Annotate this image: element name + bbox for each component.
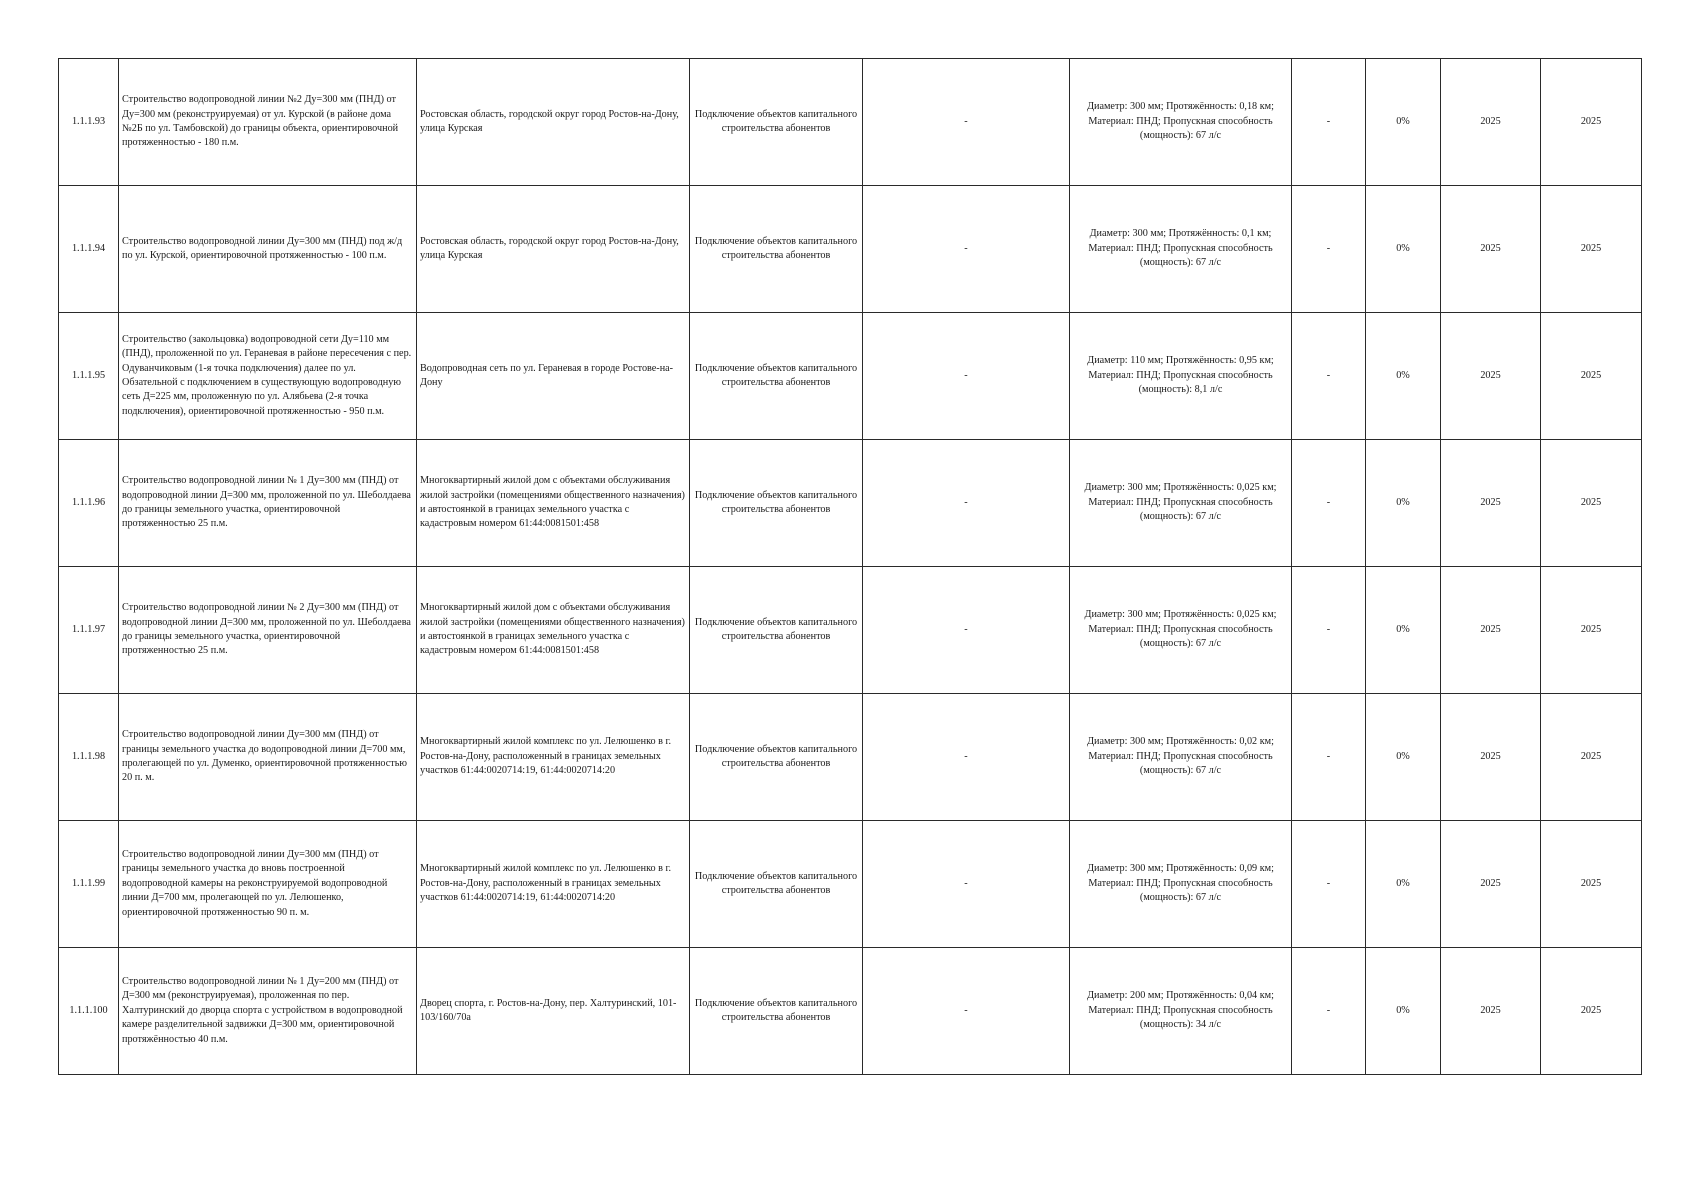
row-number: 1.1.1.95 [59, 313, 119, 440]
empty-value-cell: - [863, 948, 1070, 1075]
start-year: 2025 [1441, 313, 1541, 440]
row-number: 1.1.1.94 [59, 186, 119, 313]
project-name: Строительство водопроводной линии № 1 Ду=300 мм (ПНД) от водопроводной линии Д=300 мм, проложенной по ул. Шеболдаева до границы земельного участка, ориентировочной протяженностью 25 п.м. [119, 440, 417, 567]
start-year: 2025 [1441, 948, 1541, 1075]
empty-value-cell: - [1292, 313, 1366, 440]
end-year: 2025 [1541, 440, 1642, 567]
technical-parameters: Диаметр: 300 мм; Протяжённость: 0,025 км; Материал: ПНД; Пропускная способность (мощность): 67 л/с [1070, 567, 1292, 694]
empty-value-cell: - [1292, 186, 1366, 313]
start-year: 2025 [1441, 59, 1541, 186]
empty-value-cell: - [863, 440, 1070, 567]
empty-value-cell: - [1292, 567, 1366, 694]
row-number: 1.1.1.96 [59, 440, 119, 567]
project-purpose: Подключение объектов капитального строительства абонентов [690, 313, 863, 440]
table-row [59, 440, 1642, 567]
table-row [59, 694, 1642, 821]
empty-value-cell: - [863, 313, 1070, 440]
end-year: 2025 [1541, 313, 1642, 440]
empty-value-cell: - [1292, 59, 1366, 186]
project-name: Строительство водопроводной линии Ду=300 мм (ПНД) от границы земельного участка до водопроводной линии Д=700 мм, пролегающей по ул. Думенко, ориентировочной протяженностью 20 п. м. [119, 694, 417, 821]
empty-value-cell: - [863, 59, 1070, 186]
start-year: 2025 [1441, 567, 1541, 694]
technical-parameters: Диаметр: 110 мм; Протяжённость: 0,95 км; Материал: ПНД; Пропускная способность (мощность): 8,1 л/с [1070, 313, 1292, 440]
start-year: 2025 [1441, 694, 1541, 821]
start-year: 2025 [1441, 821, 1541, 948]
row-number: 1.1.1.100 [59, 948, 119, 1075]
technical-parameters: Диаметр: 300 мм; Протяжённость: 0,025 км; Материал: ПНД; Пропускная способность (мощность): 67 л/с [1070, 440, 1292, 567]
document-page [58, 58, 1641, 1075]
percent-value: 0% [1366, 694, 1441, 821]
end-year: 2025 [1541, 821, 1642, 948]
table-row [59, 567, 1642, 694]
end-year: 2025 [1541, 948, 1642, 1075]
table-body [59, 59, 1642, 1075]
percent-value: 0% [1366, 567, 1441, 694]
end-year: 2025 [1541, 694, 1642, 821]
project-name: Строительство водопроводной линии № 2 Ду=300 мм (ПНД) от водопроводной линии Д=300 мм, проложенной по ул. Шеболдаева до границы земельного участка, ориентировочной протяженностью 25 п.м. [119, 567, 417, 694]
percent-value: 0% [1366, 440, 1441, 567]
empty-value-cell: - [863, 694, 1070, 821]
empty-value-cell: - [1292, 440, 1366, 567]
project-location: Ростовская область, городской округ город Ростов-на-Дону, улица Курская [417, 59, 690, 186]
empty-value-cell: - [1292, 821, 1366, 948]
start-year: 2025 [1441, 440, 1541, 567]
project-location: Многоквартирный жилой дом с объектами обслуживания жилой застройки (помещениями общественного назначения) и автостоянкой в границах земельного участка с кадастровым номером 61:44:0081501:458 [417, 440, 690, 567]
project-name: Строительство водопроводной линии № 1 Ду=200 мм (ПНД) от Д=300 мм (реконструируемая), проложенная по пер. Халтуринский до дворца спорта с устройством в водопроводной камере разделительной задвижки Д=300 мм, ориентировочной протяжённостью 40 п.м. [119, 948, 417, 1075]
start-year: 2025 [1441, 186, 1541, 313]
percent-value: 0% [1366, 821, 1441, 948]
percent-value: 0% [1366, 186, 1441, 313]
project-location: Многоквартирный жилой комплекс по ул. Лелюшенко в г. Ростов-на-Дону, расположенный в границах земельных участков 61:44:0020714:19, 61:44:0020714:20 [417, 694, 690, 821]
technical-parameters: Диаметр: 300 мм; Протяжённость: 0,02 км; Материал: ПНД; Пропускная способность (мощность): 67 л/с [1070, 694, 1292, 821]
project-name: Строительство водопроводной линии №2 Ду=300 мм (ПНД) от Ду=300 мм (реконструируемая) от ул. Курской (в районе дома №2Б по ул. Тамбовской) до границы объекта, ориентировочной протяженностью - 180 п.м. [119, 59, 417, 186]
empty-value-cell: - [1292, 948, 1366, 1075]
table-row [59, 186, 1642, 313]
project-location: Многоквартирный жилой комплекс по ул. Лелюшенко в г. Ростов-на-Дону, расположенный в границах земельных участков 61:44:0020714:19, 61:44:0020714:20 [417, 821, 690, 948]
project-location: Многоквартирный жилой дом с объектами обслуживания жилой застройки (помещениями общественного назначения) и автостоянкой в границах земельного участка с кадастровым номером 61:44:0081501:458 [417, 567, 690, 694]
project-name: Строительство водопроводной линии Ду=300 мм (ПНД) от границы земельного участка до вновь построенной водопроводной камеры на реконструируемой водопроводной линии Д=700 мм, пролегающей по ул. Лелюшенко, ориентировочной протяженностью 90 п. м. [119, 821, 417, 948]
row-number: 1.1.1.98 [59, 694, 119, 821]
end-year: 2025 [1541, 186, 1642, 313]
end-year: 2025 [1541, 59, 1642, 186]
row-number: 1.1.1.99 [59, 821, 119, 948]
technical-parameters: Диаметр: 300 мм; Протяжённость: 0,09 км; Материал: ПНД; Пропускная способность (мощность): 67 л/с [1070, 821, 1292, 948]
percent-value: 0% [1366, 948, 1441, 1075]
project-location: Ростовская область, городской округ город Ростов-на-Дону, улица Курская [417, 186, 690, 313]
investment-program-table [58, 58, 1642, 1075]
end-year: 2025 [1541, 567, 1642, 694]
empty-value-cell: - [863, 567, 1070, 694]
project-purpose: Подключение объектов капитального строительства абонентов [690, 186, 863, 313]
project-purpose: Подключение объектов капитального строительства абонентов [690, 948, 863, 1075]
technical-parameters: Диаметр: 200 мм; Протяжённость: 0,04 км; Материал: ПНД; Пропускная способность (мощность): 34 л/с [1070, 948, 1292, 1075]
table-row [59, 313, 1642, 440]
project-purpose: Подключение объектов капитального строительства абонентов [690, 821, 863, 948]
empty-value-cell: - [1292, 694, 1366, 821]
percent-value: 0% [1366, 59, 1441, 186]
table-row [59, 821, 1642, 948]
project-name: Строительство водопроводной линии Ду=300 мм (ПНД) под ж/д по ул. Курской, ориентировочной протяженностью - 100 п.м. [119, 186, 417, 313]
technical-parameters: Диаметр: 300 мм; Протяжённость: 0,1 км; Материал: ПНД; Пропускная способность (мощность): 67 л/с [1070, 186, 1292, 313]
project-purpose: Подключение объектов капитального строительства абонентов [690, 440, 863, 567]
percent-value: 0% [1366, 313, 1441, 440]
project-purpose: Подключение объектов капитального строительства абонентов [690, 59, 863, 186]
table-row [59, 948, 1642, 1075]
table-row [59, 59, 1642, 186]
row-number: 1.1.1.97 [59, 567, 119, 694]
project-purpose: Подключение объектов капитального строительства абонентов [690, 694, 863, 821]
project-location: Дворец спорта, г. Ростов-на-Дону, пер. Халтуринский, 101-103/160/70а [417, 948, 690, 1075]
empty-value-cell: - [863, 821, 1070, 948]
technical-parameters: Диаметр: 300 мм; Протяжённость: 0,18 км; Материал: ПНД; Пропускная способность (мощность): 67 л/с [1070, 59, 1292, 186]
project-purpose: Подключение объектов капитального строительства абонентов [690, 567, 863, 694]
project-location: Водопроводная сеть по ул. Гераневая в городе Ростове-на-Дону [417, 313, 690, 440]
project-name: Строительство (закольцовка) водопроводной сети Ду=110 мм (ПНД), проложенной по ул. Гераневая в районе пересечения с пер. Одуванчиковым (1-я точка подключения) далее по ул. Обзательной с подключением в существующую водопроводную сеть Д=225 мм, проложенную по ул. Алябьева (2-я точка подключения), ориентировочной протяженностью - 950 п.м. [119, 313, 417, 440]
empty-value-cell: - [863, 186, 1070, 313]
row-number: 1.1.1.93 [59, 59, 119, 186]
